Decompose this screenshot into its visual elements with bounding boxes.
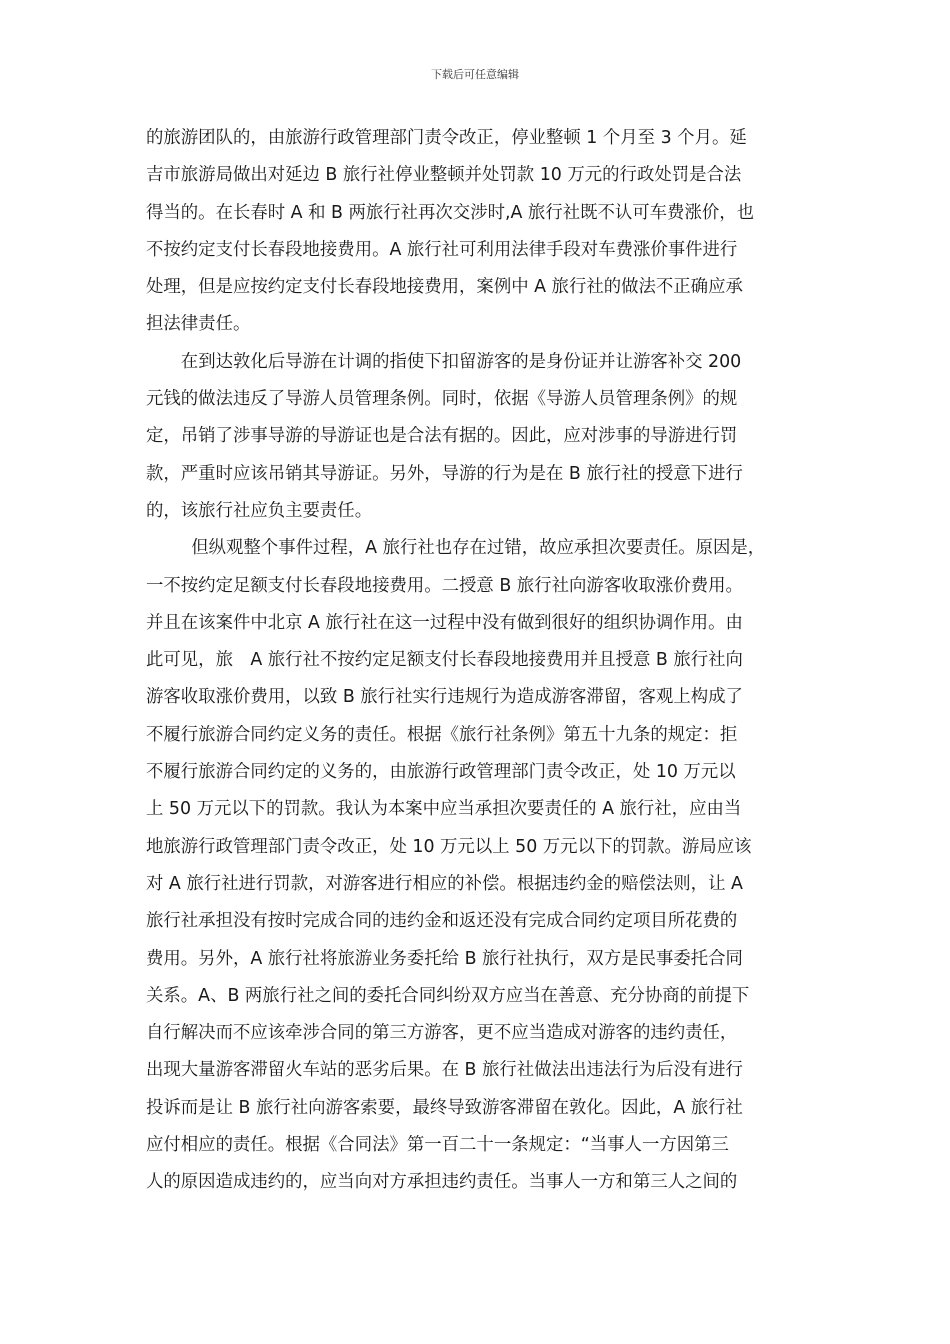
text-line: 一不按约定足额支付长春段地接费用。二授意 B 旅行社向游客收取涨价费用。 <box>146 575 743 596</box>
text-line: 在到达敦化后导游在计调的指使下扣留游客的是身份证并让游客补交 200 <box>180 351 742 372</box>
text-line: 并且在该案件中北京 A 旅行社在这一过程中没有做到很好的组织协调作用。由 <box>146 612 743 633</box>
text-line: 旅行社承担没有按时完成合同的违约金和返还没有完成合同约定项目所花费的 <box>146 911 738 932</box>
text-line: 吉市旅游局做出对延边 B 旅行社停业整顿并处罚款 10 万元的行政处罚是合法 <box>146 165 742 186</box>
document-body <box>146 120 816 1202</box>
paragraph <box>146 344 816 530</box>
text-line: 不按约定支付长春段地接费用。A 旅行社可利用法律手段对车费涨价事件进行 <box>146 239 738 260</box>
text-line: 出现大量游客滞留火车站的恶劣后果。在 B 旅行社做法出违法行为后没有进行 <box>146 1060 743 1081</box>
text-line: 关系。A、B 两旅行社之间的委托合同纠纷双方应当在善意、充分协商的前提下 <box>146 985 750 1006</box>
text-line: 款，严重时应该吊销其导游证。另外，导游的行为是在 B 旅行社的授意下进行 <box>146 463 743 484</box>
text-line: 处理，但是应按约定支付长春段地接费用，案例中 A 旅行社的做法不正确应承 <box>146 277 743 298</box>
text-line: 费用。另外，A 旅行社将旅游业务委托给 B 旅行社执行，双方是民事委托合同 <box>146 948 743 969</box>
text-line: 对 A 旅行社进行罚款，对游客进行相应的补偿。根据违约金的赔偿法则，让 A <box>146 873 743 894</box>
paragraph <box>146 530 816 1201</box>
text-line: 游客收取涨价费用，以致 B 旅行社实行违规行为造成游客滞留，客观上构成了 <box>146 687 743 708</box>
text-line: 的旅游团队的，由旅游行政管理部门责令改正，停业整顿 1 个月至 3 个月。延 <box>146 128 747 148</box>
text-line: 担法律责任。 <box>146 314 251 335</box>
text-line: 人的原因造成违约的，应当向对方承担违约责任。当事人一方和第三人之间的 <box>146 1172 738 1193</box>
text-line: 自行解决而不应该牵涉合同的第三方游客，更不应当造成对游客的违约责任， <box>146 1023 738 1044</box>
text-line: 此可见，旅 A 旅行社不按约定足额支付长春段地接费用并且授意 B 旅行社向 <box>146 650 743 671</box>
text-line: 元钱的做法违反了导游人员管理条例。同时，依据《导游人员管理条例》的规 <box>146 389 738 410</box>
page-header: 下载后可任意编辑 <box>431 68 519 81</box>
text-line: 但纵观整个事件过程，A 旅行社也存在过错，故应承担次要责任。原因是， <box>191 538 766 559</box>
text-line: 得当的。在长春时 A 和 B 两旅行社再次交涉时,A 旅行社既不认可车费涨价，也 <box>146 202 755 223</box>
text-line: 的，该旅行社应负主要责任。 <box>146 500 373 521</box>
text-line: 应付相应的责任。根据《合同法》第一百二十一条规定：“当事人一方因第三 <box>146 1135 729 1156</box>
text-line: 不履行旅游合同约定义务的责任。根据《旅行社条例》第五十九条的规定：拒 <box>146 724 738 745</box>
text-line: 投诉而是让 B 旅行社向游客索要，最终导致游客滞留在敦化。因此，A 旅行社 <box>146 1097 743 1118</box>
text-line: 地旅游行政管理部门责令改正，处 10 万元以上 50 万元以下的罚款。游局应该 <box>146 836 752 857</box>
text-line: 不履行旅游合同约定的义务的，由旅游行政管理部门责令改正，处 10 万元以 <box>146 762 736 783</box>
paragraph <box>146 120 816 344</box>
text-line: 上 50 万元以下的罚款。我认为本案中应当承担次要责任的 A 旅行社，应由当 <box>146 799 742 820</box>
text-line: 定，吊销了涉事导游的导游证也是合法有据的。因此，应对涉事的导游进行罚 <box>146 426 738 447</box>
